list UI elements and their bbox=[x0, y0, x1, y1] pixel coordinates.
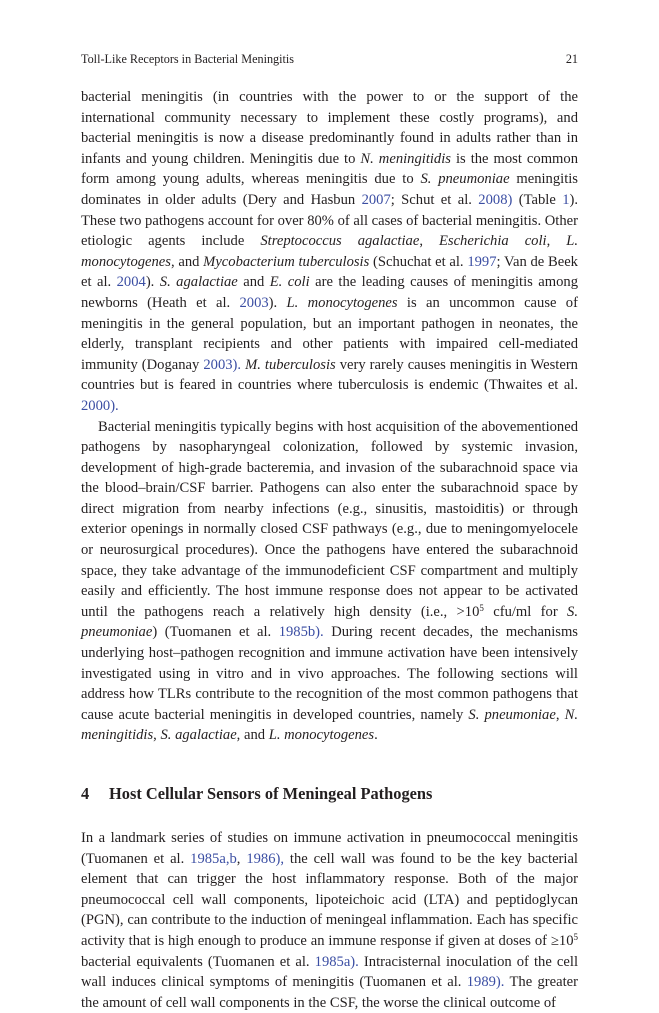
page-number: 21 bbox=[565, 52, 578, 66]
text-run: , and bbox=[170, 253, 204, 270]
running-head bbox=[81, 51, 578, 67]
citation-link[interactable]: 1 bbox=[562, 191, 570, 208]
italic-term: L. monocytogenes bbox=[81, 233, 579, 270]
text-run: cfu/ml for bbox=[483, 603, 568, 620]
citation-link[interactable]: 1986), bbox=[246, 850, 285, 867]
running-title: Toll-Like Receptors in Bacterial Meningitis bbox=[81, 52, 295, 66]
citation-link[interactable]: 2003 bbox=[239, 294, 269, 311]
section-number: 4 bbox=[81, 784, 90, 803]
text-run: In a landmark series of studies on immune activation in pneumococcal meningitis (Tuomanen et al. bbox=[81, 830, 578, 867]
section-heading bbox=[81, 783, 578, 805]
italic-term: S. agalactiae bbox=[159, 274, 238, 291]
text-run: ) (Tuomanen et al. bbox=[152, 624, 279, 641]
superscript: 5 bbox=[573, 931, 578, 942]
italic-term: Mycobacterium tuberculosis bbox=[203, 253, 370, 270]
citation-link[interactable]: 2004 bbox=[116, 274, 146, 291]
italic-term: S. agalactiae bbox=[160, 727, 237, 744]
text-run: , bbox=[419, 233, 439, 250]
italic-term: N. meningitidis bbox=[360, 150, 451, 167]
text-run: ; Van de Beek et al. bbox=[81, 253, 578, 291]
text-run: is the most common form among young adults, whereas meningitis due to bbox=[81, 150, 578, 188]
italic-term: S. pneumoniae bbox=[468, 706, 556, 723]
text-run: , bbox=[546, 233, 567, 250]
body-text bbox=[81, 87, 578, 1013]
paragraph bbox=[81, 828, 578, 1013]
italic-term: L. monocytogenes bbox=[268, 727, 375, 744]
text-run: are the leading causes of meningitis among newborns (Heath et al. bbox=[81, 274, 578, 311]
text-run: , bbox=[555, 706, 565, 723]
citation-link[interactable]: 1985b). bbox=[278, 624, 324, 641]
citation-link[interactable]: 1985a). bbox=[314, 953, 359, 970]
citation-link[interactable]: 1989). bbox=[466, 974, 505, 991]
citation-link[interactable]: 2008) bbox=[478, 191, 513, 208]
text-run: is an uncommon cause of meningitis in the general population, but an important pathogen in neonates, the elderly, transplant recipients and other patients with impaired cell-mediated immunity (Doganay bbox=[81, 294, 578, 373]
text-run: Bacterial meningitis typically begins with host acquisition of the abovementioned pathogens by nasopharyngeal colonization, followed by systemic invasion, development of high-grade bacteremia, and invasion of the subarachnoid space via the blood–brain/CSF barrier. Pathogens can also enter the subarachnoid space by direct migration from nearby infections (e.g., sinusitis, mastoiditis) or through exterior openings in normally closed CSF pathways (e.g., due to meningomyelocele or neurosurgical procedures). Once the pathogens have entered the subarachnoid space, they take advantage of the immunodeficient CSF compartment and multiply easily and efficiently. The host immune response does not appear to be activated until the pathogens reach a relatively high density (i.e., >10 bbox=[81, 418, 578, 620]
text-run: meningitis dominates in older adults (Dery and Hasbun bbox=[81, 171, 578, 208]
citation-link[interactable]: 2007 bbox=[361, 191, 391, 208]
text-run: , and bbox=[236, 727, 269, 744]
text-run: bacterial meningitis (in countries with the power to or the support of the international community necessary to implement these costly programs), and bacterial meningitis is now a disease predominantly found in adults rather than in infants and young children. Meningitis due to bbox=[81, 89, 578, 167]
citation-link[interactable]: 1985a,b bbox=[190, 850, 237, 867]
text-run: ). bbox=[145, 274, 160, 291]
text-run: the cell wall was found to be the key bacterial element that can trigger the host inflammatory response. Both of the major pneumococcal cell wall components, lipoteichoic acid (LTA) and peptidoglycan (PGN), can contribute to the induction of meningeal inflammation. Each has specific activity that is high enough to produce an immune response if given at doses of ≥10 bbox=[81, 850, 578, 949]
italic-term: M. tuberculosis bbox=[245, 356, 336, 373]
text-run: ). bbox=[268, 294, 287, 311]
citation-link[interactable]: 2000). bbox=[81, 397, 119, 414]
paragraph bbox=[81, 417, 578, 747]
text-run: , bbox=[236, 850, 247, 867]
paragraph bbox=[81, 87, 578, 417]
text-run: and bbox=[237, 274, 270, 291]
text-run: ; Schut et al. bbox=[390, 191, 479, 208]
text-run: The greater the amount of cell wall components in the CSF, the worse the clinical outcome of bbox=[81, 974, 578, 1011]
citation-link[interactable]: 1997 bbox=[467, 253, 497, 270]
text-run: (Table bbox=[512, 191, 563, 208]
text-run: (Schuchat et al. bbox=[369, 253, 468, 270]
italic-term: S. pneumoniae bbox=[420, 171, 510, 188]
text-run: , bbox=[153, 727, 161, 744]
text-run: During recent decades, the mechanisms underlying host–pathogen recognition and immune activation have been intensively investigated using in vitro and in vivo approaches. The following sections will address how TLRs contribute to the recognition of the most common pathogens that cause acute bacterial meningitis in developed countries, namely bbox=[81, 624, 578, 723]
text-run: bacterial equivalents (Tuomanen et al. bbox=[81, 953, 315, 970]
italic-term: Escherichia coli bbox=[438, 233, 547, 250]
citation-link[interactable]: 2003). bbox=[203, 356, 242, 373]
text-run: ). These two pathogens account for over 80% of all cases of bacterial meningitis. Other etiologic agents include bbox=[81, 191, 578, 250]
italic-term: N. meningitidis bbox=[81, 706, 578, 744]
text-run: . bbox=[374, 727, 378, 744]
text-run: Intracisternal inoculation of the cell wall induces clinical symptoms of meningitis (Tuomanen et al. bbox=[81, 953, 578, 991]
superscript: 5 bbox=[479, 602, 484, 613]
italic-term: E. coli bbox=[269, 274, 310, 291]
italic-term: Streptococcus agalactiae bbox=[260, 233, 420, 250]
italic-term: S. pneumoniae bbox=[81, 603, 578, 641]
text-run: very rarely causes meningitis in Western countries but is feared in countries where tuberculosis is endemic (Thwaites et al. bbox=[81, 356, 578, 394]
section-title: Host Cellular Sensors of Meningeal Pathogens bbox=[109, 784, 433, 803]
italic-term: L. monocytogenes bbox=[286, 294, 398, 311]
